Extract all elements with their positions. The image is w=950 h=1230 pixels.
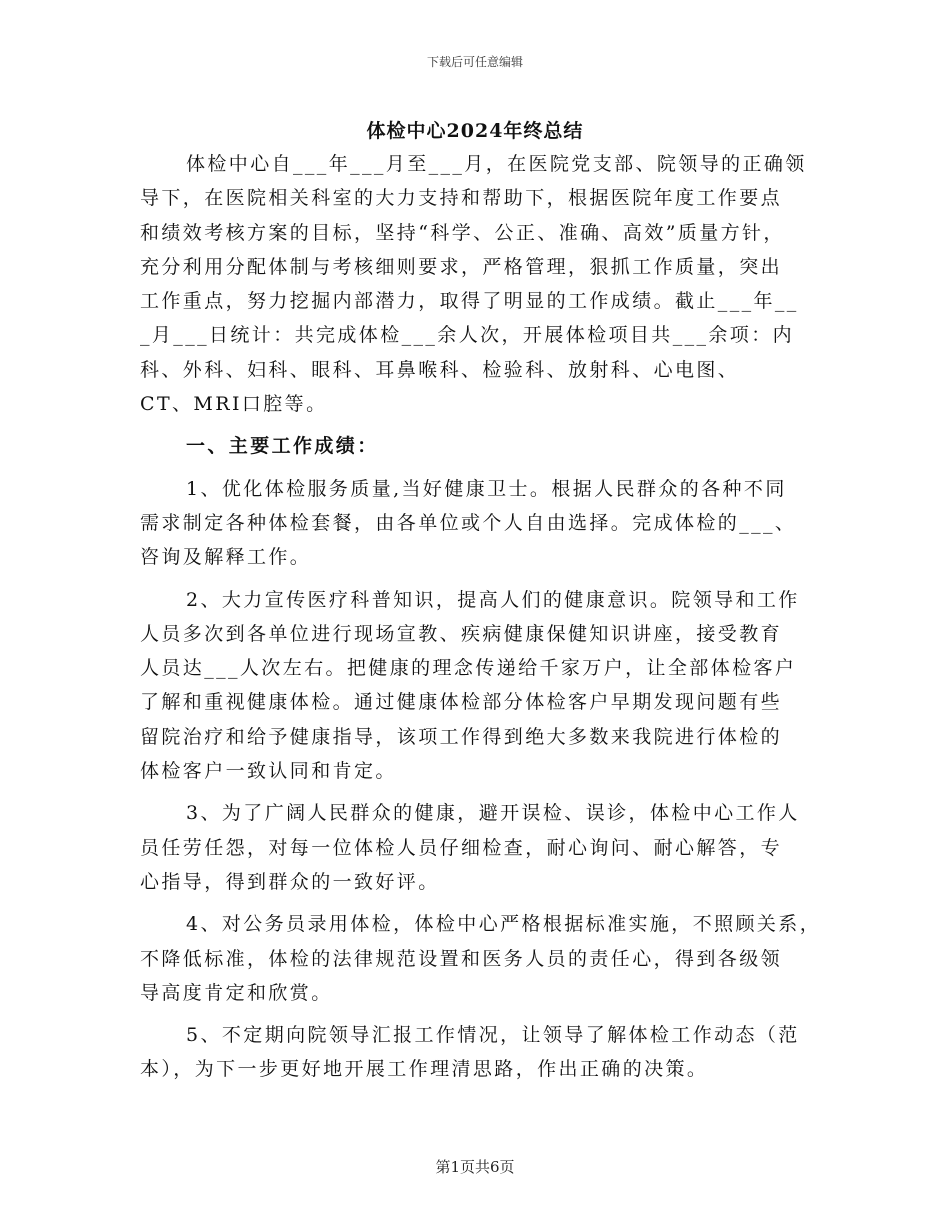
page-header-note: 下载后可任意编辑 bbox=[426, 55, 523, 69]
text-line: 了解和重视健康体检。通过健康体检部分体检客户早期发现问题有些 bbox=[140, 691, 783, 714]
text-line: 4、对公务员录用体检，体检中心严格根据标准实施，不照顾关系， bbox=[186, 913, 822, 936]
text-line: 不降低标准，体检的法律规范设置和医务人员的责任心，得到各级领 bbox=[140, 947, 783, 970]
text-line: 1、优化体检服务质量,当好健康卫士。根据人民群众的各种不同 bbox=[186, 477, 787, 500]
text-line: 心指导，得到群众的一致好评。 bbox=[140, 870, 440, 893]
item-4-paragraph bbox=[140, 907, 822, 1010]
text-line: 充分利用分配体制与考核细则要求，严格管理，狠抓工作质量，突出 bbox=[140, 255, 783, 278]
text-line: CT、MRI口腔等。 bbox=[140, 393, 328, 416]
text-line: 需求制定各种体检套餐，由各单位或个人自由选择。完成体检的___、 bbox=[140, 511, 797, 534]
item-2-paragraph bbox=[140, 583, 812, 789]
text-line: 人员多次到各单位进行现场宣教、疾病健康保健知识讲座，接受教育 bbox=[140, 622, 783, 645]
text-line: 科、外科、妇科、眼科、耳鼻喉科、检验科、放射科、心电图、 bbox=[140, 358, 740, 381]
text-line: 体检中心自___年___月至___月，在医院党支部、院领导的正确领 bbox=[186, 153, 807, 175]
text-line: 本），为下一步更好地开展工作理清思路，作出正确的决策。 bbox=[140, 1058, 709, 1081]
text-line: 咨询及解释工作。 bbox=[140, 546, 312, 569]
text-line: 导高度肯定和欣赏。 bbox=[140, 981, 333, 1004]
text-line: 导下，在医院相关科室的大力支持和帮助下，根据医院年度工作要点 bbox=[140, 187, 783, 210]
text-line: _月___日统计：共完成体检___余人次，开展体检项目共___余项：内 bbox=[140, 324, 795, 347]
text-line: 和绩效考核方案的目标，坚持“科学、公正、准确、高效”质量方针， bbox=[140, 221, 785, 244]
page-number-indicator: 第1页共6页 bbox=[435, 1158, 515, 1176]
text-line: 留院治疗和给予健康指导，该项工作得到绝大多数来我院进行体检的 bbox=[140, 725, 783, 748]
text-line: 人员达___人次左右。把健康的理念传递给千家万户，让全部体检客户 bbox=[140, 657, 797, 680]
text-line: 体检客户一致认同和肯定。 bbox=[140, 760, 397, 783]
text-line: 3、为了广阔人民群众的健康，避开误检、误诊，体检中心工作人 bbox=[186, 802, 800, 825]
document-body bbox=[140, 147, 822, 1087]
section-heading: 一、主要工作成绩： bbox=[186, 435, 379, 458]
item-3-paragraph bbox=[140, 796, 812, 899]
text-line: 工作重点，努力挖掘内部潜力，取得了明显的工作成绩。截止___年__ bbox=[140, 290, 799, 313]
text-line: 2、大力宣传医疗科普知识，提高人们的健康意识。院领导和工作 bbox=[186, 588, 800, 611]
text-line: 员任劳任怨，对每一位体检人员仔细检查，耐心询问、耐心解答，专 bbox=[140, 836, 783, 859]
intro-paragraph bbox=[140, 147, 812, 421]
text-line: 5、不定期向院领导汇报工作情况，让领导了解体检工作动态（范 bbox=[186, 1024, 800, 1047]
document-title: 体检中心2024年终总结 bbox=[366, 120, 584, 142]
item-1-paragraph bbox=[140, 472, 812, 575]
item-5-paragraph bbox=[140, 1018, 812, 1087]
